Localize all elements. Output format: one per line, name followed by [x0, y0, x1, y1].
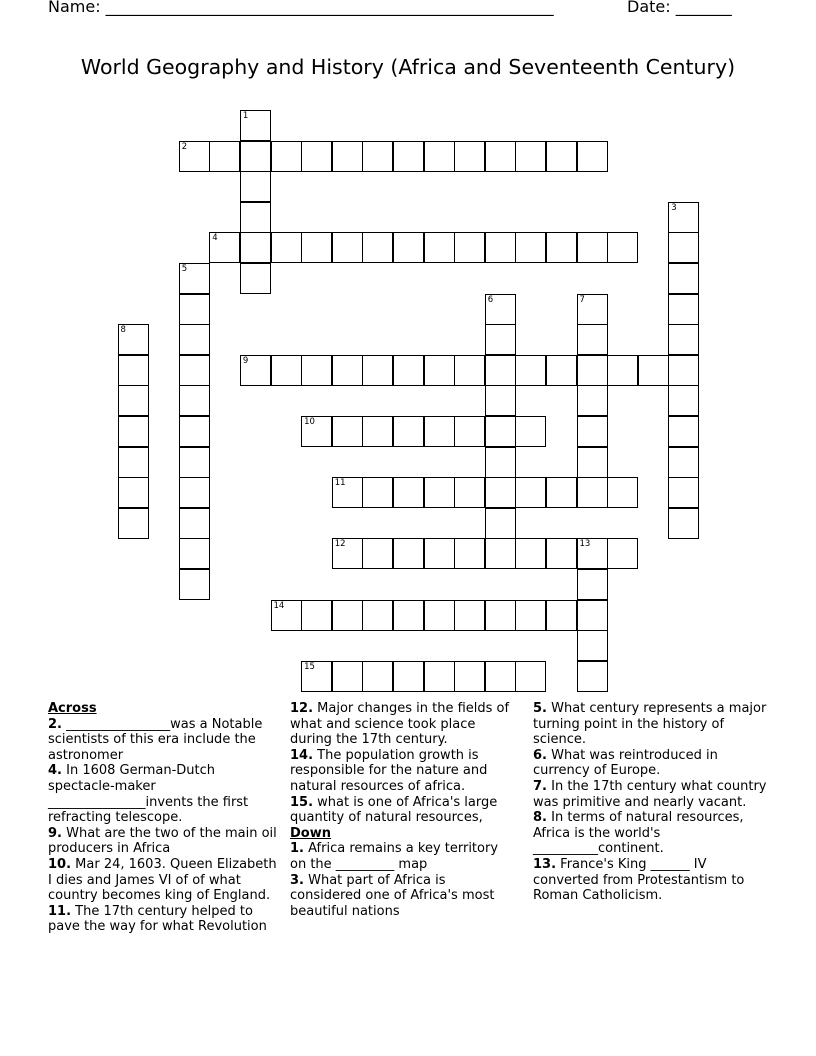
grid-cell[interactable]	[454, 355, 485, 386]
grid-cell[interactable]	[668, 508, 699, 539]
grid-cell[interactable]	[271, 600, 302, 631]
clues-column-1	[48, 701, 284, 935]
grid-cell[interactable]	[179, 324, 210, 355]
grid-cell[interactable]	[485, 232, 516, 263]
grid-cell[interactable]	[362, 416, 393, 447]
grid-cell[interactable]	[454, 600, 485, 631]
grid-cell[interactable]	[362, 232, 393, 263]
grid-cell[interactable]	[118, 447, 149, 478]
grid-cell[interactable]	[332, 477, 363, 508]
grid-cell[interactable]	[179, 569, 210, 600]
grid-cell[interactable]	[515, 232, 546, 263]
grid-cell[interactable]	[454, 416, 485, 447]
grid-cell[interactable]	[424, 232, 455, 263]
grid-cell[interactable]	[485, 477, 516, 508]
grid-cell[interactable]	[454, 232, 485, 263]
grid-cell[interactable]	[332, 355, 363, 386]
grid-cell[interactable]	[424, 538, 455, 569]
grid-cell[interactable]	[577, 416, 608, 447]
grid-cell[interactable]	[515, 477, 546, 508]
grid-cell[interactable]	[301, 141, 332, 172]
grid-cell[interactable]	[577, 294, 608, 325]
grid-cell[interactable]	[393, 538, 424, 569]
grid-cell[interactable]	[668, 355, 699, 386]
grid-cell[interactable]	[577, 600, 608, 631]
clue-across-10: 10. Mar 24, 1603. Queen Elizabeth I dies and James VI of of what country becomes king of England.	[48, 856, 277, 904]
grid-cell[interactable]	[454, 661, 485, 692]
grid-cell[interactable]	[668, 477, 699, 508]
grid-cell[interactable]	[515, 141, 546, 172]
clue-down-8: 8. In terms of natural resources, Africa is the world's __________continent.	[533, 810, 744, 857]
grid-cell[interactable]	[240, 141, 271, 172]
grid-cell[interactable]	[485, 324, 516, 355]
grid-cell[interactable]	[577, 447, 608, 478]
grid-cell[interactable]	[179, 538, 210, 569]
clue-number: 7	[579, 294, 585, 305]
grid-cell[interactable]	[179, 385, 210, 416]
grid-cell[interactable]	[362, 477, 393, 508]
clue-number: 10	[304, 417, 315, 427]
grid-cell[interactable]	[424, 477, 455, 508]
clue-number: 14	[273, 600, 285, 611]
grid-cell[interactable]	[393, 141, 424, 172]
clue-down-6: 6. What was reintroduced in currency of Europe.	[533, 747, 718, 779]
grid-cell[interactable]	[301, 600, 332, 631]
clue-number: 13	[579, 539, 591, 550]
grid-cell[interactable]	[332, 538, 363, 569]
grid-cell[interactable]	[424, 141, 455, 172]
clue-across-12: 12. Major changes in the fields of what and science took place during the 17th century.	[290, 701, 510, 748]
clue-number: 5	[181, 264, 188, 274]
clue-number: 6	[487, 294, 494, 305]
grid-cell[interactable]	[485, 355, 516, 386]
clue-number: 9	[242, 355, 249, 366]
grid-cell[interactable]	[668, 416, 699, 447]
grid-cell[interactable]	[424, 661, 455, 692]
grid-cell[interactable]	[332, 232, 363, 263]
grid-cell[interactable]	[577, 324, 608, 355]
grid-cell[interactable]	[515, 538, 546, 569]
grid-cell[interactable]	[332, 141, 363, 172]
grid-cell[interactable]	[209, 232, 240, 263]
page-title: World Geography and History (Africa and Seventeenth Century)	[80, 55, 736, 79]
grid-cell[interactable]	[179, 508, 210, 539]
clue-down-13: 13. France's King ______ IV converted from Protestantism to Roman Catholicism.	[533, 856, 745, 904]
grid-cell[interactable]	[301, 232, 332, 263]
grid-cell[interactable]	[485, 661, 516, 692]
name-field[interactable]: Name: ________________________________________________________	[48, 0, 554, 16]
grid-cell[interactable]	[393, 416, 424, 447]
grid-cell[interactable]	[240, 171, 271, 202]
grid-cell[interactable]	[546, 355, 577, 386]
grid-cell[interactable]	[332, 416, 363, 447]
grid-cell[interactable]	[393, 600, 424, 631]
grid-cell[interactable]	[485, 600, 516, 631]
down-heading: Down	[290, 825, 331, 841]
clues-column-3	[533, 701, 773, 904]
clue-down-1: 1. Africa remains a key territory on the _________ map	[290, 841, 499, 872]
grid-cell[interactable]	[668, 294, 699, 325]
grid-cell[interactable]	[118, 324, 149, 355]
grid-cell[interactable]	[362, 538, 393, 569]
grid-cell[interactable]	[546, 232, 577, 263]
clue-across-15: 15. what is one of Africa's large quantity of natural resources,	[290, 794, 498, 826]
grid-cell[interactable]	[485, 141, 516, 172]
clue-number: 15	[304, 661, 315, 672]
grid-cell[interactable]	[577, 385, 608, 416]
grid-cell[interactable]	[454, 538, 485, 569]
clue-across-4: 4. In 1608 German-Dutch spectacle-maker _______________invents the first refracting telescope.	[48, 763, 249, 826]
clue-across-9: 9. What are the two of the main oil producers in Africa	[48, 825, 277, 857]
grid-cell[interactable]	[271, 355, 302, 386]
grid-cell[interactable]	[393, 232, 424, 263]
grid-cell[interactable]	[271, 232, 302, 263]
grid-cell[interactable]	[179, 355, 210, 386]
clue-down-7: 7. In the 17th century what country was primitive and nearly vacant.	[533, 778, 767, 810]
grid-cell[interactable]	[485, 447, 516, 478]
grid-cell[interactable]	[179, 263, 210, 294]
grid-cell[interactable]	[668, 263, 699, 294]
grid-cell[interactable]	[515, 661, 546, 692]
grid-cell[interactable]	[546, 477, 577, 508]
clue-across-14: 14. The population growth is responsible for the nature and natural resources of africa.	[290, 747, 488, 794]
grid-cell[interactable]	[301, 355, 332, 386]
grid-cell[interactable]	[118, 508, 149, 539]
grid-cell[interactable]	[485, 416, 516, 447]
clue-number: 8	[120, 325, 126, 336]
grid-cell[interactable]	[515, 355, 546, 386]
grid-cell[interactable]	[485, 538, 516, 569]
grid-cell[interactable]	[577, 232, 608, 263]
clue-across-2: 2. ________________was a Notable scientists of this era include the astronomer	[48, 716, 263, 763]
grid-cell[interactable]	[668, 447, 699, 478]
clue-number: 1	[242, 111, 249, 121]
date-field[interactable]: Date: _______	[627, 0, 732, 16]
grid-cell[interactable]	[179, 294, 210, 325]
grid-cell[interactable]	[332, 600, 363, 631]
clue-down-5: 5. What century represents a major turning point in the history of science.	[533, 701, 767, 748]
grid-cell[interactable]	[454, 477, 485, 508]
grid-cell[interactable]	[546, 538, 577, 569]
grid-cell[interactable]	[607, 538, 638, 569]
grid-cell[interactable]	[668, 202, 699, 233]
grid-cell[interactable]	[424, 416, 455, 447]
clue-number: 2	[181, 141, 188, 152]
grid-cell[interactable]	[577, 630, 608, 661]
grid-cell[interactable]	[118, 355, 149, 386]
grid-cell[interactable]	[577, 355, 608, 386]
grid-cell[interactable]	[485, 385, 516, 416]
grid-cell[interactable]	[485, 294, 516, 325]
grid-cell[interactable]	[301, 661, 332, 692]
grid-cell[interactable]	[668, 385, 699, 416]
grid-cell[interactable]	[179, 477, 210, 508]
grid-cell[interactable]	[240, 232, 271, 263]
grid-cell[interactable]	[118, 385, 149, 416]
grid-cell[interactable]	[485, 508, 516, 539]
clue-down-3: 3. What part of Africa is considered one of Africa's most beautiful nations	[290, 872, 495, 919]
across-heading: Across	[48, 701, 97, 716]
grid-cell[interactable]	[668, 324, 699, 355]
clue-number: 11	[334, 478, 346, 489]
grid-cell[interactable]	[271, 141, 302, 172]
grid-cell[interactable]	[668, 232, 699, 263]
grid-cell[interactable]	[577, 538, 608, 569]
grid-cell[interactable]	[240, 263, 271, 294]
grid-cell[interactable]	[118, 477, 149, 508]
grid-cell[interactable]	[607, 232, 638, 263]
clue-number: 3	[671, 202, 677, 213]
grid-cell[interactable]	[332, 661, 363, 692]
grid-cell[interactable]	[607, 355, 638, 386]
grid-cell[interactable]	[515, 600, 546, 631]
grid-cell[interactable]	[577, 569, 608, 600]
grid-cell[interactable]	[577, 141, 608, 172]
grid-cell[interactable]	[240, 355, 271, 386]
clues-column-2	[290, 701, 518, 919]
grid-cell[interactable]	[424, 355, 455, 386]
grid-cell[interactable]	[577, 477, 608, 508]
grid-cell[interactable]	[179, 416, 210, 447]
grid-cell[interactable]	[577, 661, 608, 692]
grid-cell[interactable]	[393, 661, 424, 692]
grid-cell[interactable]	[118, 416, 149, 447]
grid-cell[interactable]	[393, 477, 424, 508]
grid-cell[interactable]	[515, 416, 546, 447]
clue-number: 4	[212, 233, 218, 244]
grid-cell[interactable]	[393, 355, 424, 386]
grid-cell[interactable]	[362, 355, 393, 386]
grid-cell[interactable]	[362, 141, 393, 172]
grid-cell[interactable]	[240, 202, 271, 233]
grid-cell[interactable]	[179, 447, 210, 478]
grid-cell[interactable]	[240, 110, 271, 141]
grid-cell[interactable]	[362, 600, 393, 631]
clue-across-11: 11. The 17th century helped to pave the way for what Revolution	[48, 903, 267, 935]
grid-cell[interactable]	[638, 355, 669, 386]
grid-cell[interactable]	[607, 477, 638, 508]
grid-cell[interactable]	[546, 600, 577, 631]
grid-cell[interactable]	[179, 141, 210, 172]
grid-cell[interactable]	[362, 661, 393, 692]
grid-cell[interactable]	[209, 141, 240, 172]
clue-number: 12	[334, 539, 346, 550]
grid-cell[interactable]	[546, 141, 577, 172]
grid-cell[interactable]	[301, 416, 332, 447]
grid-cell[interactable]	[454, 141, 485, 172]
grid-cell[interactable]	[424, 600, 455, 631]
